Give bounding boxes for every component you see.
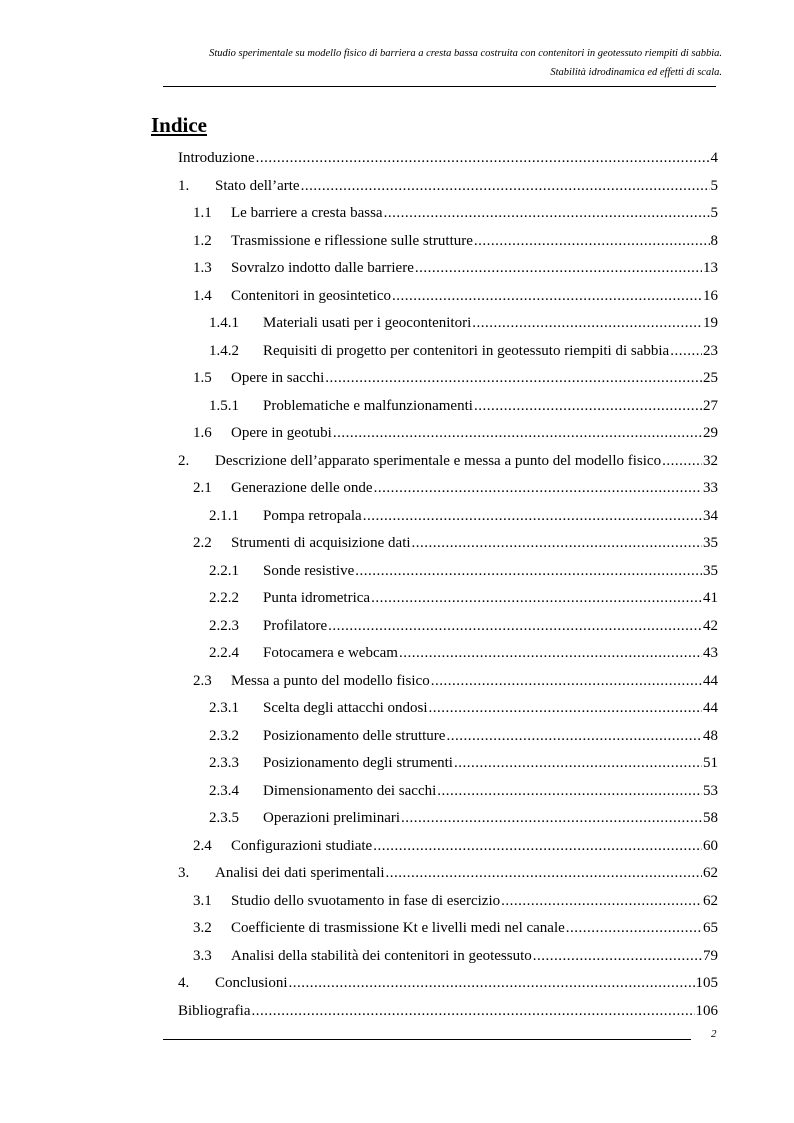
toc-entry-number: 1.4.1: [209, 315, 239, 331]
toc-entry-number: 3.1: [193, 892, 212, 909]
toc-entry-number: 1.4.2: [209, 342, 239, 359]
toc-entry[interactable]: [209, 310, 718, 337]
toc-entry-number: 1.6: [193, 425, 212, 441]
toc-entry[interactable]: [193, 915, 718, 942]
toc-entry-number: 2.2.2: [209, 590, 239, 606]
toc-leader-dots: [374, 475, 702, 502]
toc-entry-label: Opere in sacchi: [231, 370, 325, 386]
toc-entry[interactable]: [193, 420, 718, 447]
toc-entry-page: 29: [703, 425, 718, 441]
toc-entry-number: 2.2.3: [209, 617, 239, 634]
toc-entry[interactable]: [193, 943, 718, 970]
toc-entry-label: Punta idrometrica: [263, 590, 371, 606]
toc-entry-number: 2.3.4: [209, 782, 239, 799]
toc-leader-dots: [401, 805, 702, 832]
toc-entry-label: Posizionamento degli strumenti: [263, 755, 453, 771]
toc-entry[interactable]: [178, 145, 718, 172]
toc-leader-dots: [384, 200, 710, 227]
toc-entry-page: 44: [703, 700, 718, 716]
header-subtitle: Stabilità idrodinamica ed effetti di scala.: [550, 67, 722, 78]
toc-leader-dots: [392, 283, 702, 310]
toc-entry-number: 3.: [178, 865, 190, 881]
toc-entry-number: 1.3: [193, 260, 212, 276]
toc-leader-dots: [429, 695, 702, 722]
toc-entry-label: Posizionamento delle strutture: [263, 727, 446, 744]
toc-entry[interactable]: [209, 723, 718, 750]
toc-entry[interactable]: [193, 200, 718, 227]
toc-entry[interactable]: [193, 833, 718, 860]
toc-leader-dots: [415, 255, 702, 282]
toc-entry[interactable]: [209, 558, 718, 585]
toc-entry-number: 4.: [178, 975, 190, 991]
toc-entry-number: 2.3.3: [209, 755, 239, 771]
toc-entry[interactable]: [193, 365, 718, 392]
toc-entry-page: 4: [710, 150, 718, 166]
toc-entry[interactable]: [193, 228, 718, 255]
toc-entry-page: 58: [703, 810, 718, 826]
toc-entry-page: 48: [703, 727, 718, 744]
toc-entry-label: Strumenti di acquisizione dati: [231, 535, 411, 551]
toc-entry-label: Le barriere a cresta bassa: [231, 205, 383, 221]
toc-leader-dots: [371, 585, 702, 612]
toc-entry-number: 2.3.1: [209, 700, 239, 716]
toc-leader-dots: [363, 503, 702, 530]
toc-leader-dots: [256, 145, 710, 172]
toc-entry-page: 44: [703, 672, 718, 689]
toc-entry-number: 2.1: [193, 480, 212, 496]
toc-entry-page: 8: [710, 232, 718, 249]
toc-entry-label: Dimensionamento dei sacchi: [263, 782, 437, 799]
header-rule: [163, 86, 716, 87]
toc-entry-page: 60: [703, 837, 718, 854]
toc-entry-page: 62: [703, 865, 718, 881]
toc-entry-label: Problematiche e malfunzionamenti: [263, 397, 473, 414]
toc-leader-dots: [328, 613, 702, 640]
toc-entry-page: 13: [703, 260, 718, 276]
toc-entry-label: Scelta degli attacchi ondosi: [263, 700, 428, 716]
toc-entry-label: Requisiti di progetto per contenitori in geotessuto riempiti di sabbia: [263, 342, 670, 359]
toc-leader-dots: [325, 365, 702, 392]
toc-leader-dots: [472, 310, 702, 337]
header-title: Studio sperimentale su modello fisico di barriera a cresta bassa costruita con contenitori in geotessuto riempiti di sabbia.: [209, 48, 722, 59]
toc-entry-number: 1.5.1: [209, 397, 239, 414]
toc-entry-label: Conclusioni: [215, 975, 288, 991]
toc-entry-label: Analisi della stabilità dei contenitori in geotessuto: [231, 947, 532, 964]
toc-entry-label: Bibliografia: [178, 1002, 251, 1019]
toc-entry-number: 2.2: [193, 535, 212, 551]
toc-entry-page: 35: [703, 562, 718, 579]
toc-entry-page: 41: [703, 590, 718, 606]
toc-entry[interactable]: [209, 338, 718, 365]
page-number: 2: [711, 1028, 717, 1040]
toc-leader-dots: [566, 915, 702, 942]
toc-entry-label: Sonde resistive: [263, 562, 355, 579]
toc-entry-page: 16: [703, 287, 718, 304]
toc-entry-number: 2.3.2: [209, 727, 239, 744]
toc-entry-page: 35: [703, 535, 718, 551]
toc-entry-label: Generazione delle onde: [231, 480, 373, 496]
toc-leader-dots: [431, 668, 702, 695]
toc-entry-number: 1.5: [193, 370, 212, 386]
toc-entry-page: 27: [703, 397, 718, 414]
toc-entry[interactable]: [209, 393, 718, 420]
toc-entry[interactable]: [209, 613, 718, 640]
footer-rule: [163, 1039, 691, 1040]
toc-leader-dots: [501, 888, 702, 915]
toc-entry[interactable]: [193, 668, 718, 695]
toc-leader-dots: [412, 530, 702, 557]
toc-entry-page: 51: [703, 755, 718, 771]
toc-entry-page: 43: [703, 645, 718, 661]
toc-entry-label: Trasmissione e riflessione sulle strutture: [231, 232, 473, 249]
toc-entry[interactable]: [193, 888, 718, 915]
toc-entry[interactable]: [209, 503, 718, 530]
running-header: [150, 44, 722, 82]
toc-entry-label: Operazioni preliminari: [263, 810, 401, 826]
toc-entry-page: 34: [703, 507, 718, 524]
toc-entry-number: 2.3.5: [209, 810, 239, 826]
toc-leader-dots: [670, 338, 702, 365]
toc-entry-number: 2.3: [193, 672, 212, 689]
toc-entry-page: 23: [703, 342, 718, 359]
toc-entry-number: 2.: [178, 452, 190, 469]
toc-entry-label: Studio dello svuotamento in fase di esercizio: [231, 892, 501, 909]
toc-leader-dots: [289, 970, 695, 997]
toc-entry-page: 65: [703, 920, 718, 936]
toc-entry-label: Configurazioni studiate: [231, 837, 373, 854]
toc-entry-number: 1.: [178, 177, 190, 194]
toc-entry-label: Materiali usati per i geocontenitori: [263, 315, 472, 331]
toc-entry-page: 105: [695, 975, 718, 991]
toc-entry-page: 32: [703, 452, 718, 469]
toc-entry-label: Descrizione dell’apparato sperimentale e messa a punto del modello fisico: [215, 452, 662, 469]
toc-entry-page: 79: [703, 947, 718, 964]
toc-entry[interactable]: [178, 173, 718, 200]
toc-entry[interactable]: [193, 530, 718, 557]
toc-entry[interactable]: [209, 695, 718, 722]
toc-entry-label: Fotocamera e webcam: [263, 645, 398, 661]
toc-leader-dots: [446, 723, 702, 750]
toc-entry-label: Analisi dei dati sperimentali: [215, 865, 385, 881]
toc-entry-page: 5: [710, 205, 718, 221]
toc-entry-label: Profilatore: [263, 617, 328, 634]
toc-entry[interactable]: [193, 255, 718, 282]
toc-leader-dots: [533, 943, 702, 970]
page-title: Indice: [151, 113, 208, 137]
toc-entry-number: 3.3: [193, 947, 212, 964]
toc-leader-dots: [355, 558, 702, 585]
toc-entry-page: 25: [703, 370, 718, 386]
toc-entry-label: Sovralzo indotto dalle barriere: [231, 260, 414, 276]
toc-entry-number: 2.4: [193, 837, 212, 854]
toc-entry-page: 62: [703, 892, 718, 909]
toc-leader-dots: [454, 750, 702, 777]
toc-entry-number: 2.2.4: [209, 645, 239, 661]
toc-entry-number: 1.1: [193, 205, 212, 221]
toc-entry-number: 2.1.1: [209, 507, 239, 524]
toc-entry-label: Contenitori in geosintetico: [231, 287, 391, 304]
toc-entry-page: 5: [710, 177, 718, 194]
toc-entry[interactable]: [209, 585, 718, 612]
toc-entry-number: 1.2: [193, 232, 212, 249]
toc-entry[interactable]: [209, 640, 718, 667]
toc-entry[interactable]: [178, 448, 718, 475]
toc-entry-number: 2.2.1: [209, 562, 239, 579]
toc-entry-number: 1.4: [193, 287, 212, 304]
toc-entry[interactable]: [178, 998, 718, 1025]
toc-leader-dots: [399, 640, 702, 667]
toc-entry-page: 53: [703, 782, 718, 799]
toc-leader-dots: [474, 228, 710, 255]
toc-leader-dots: [662, 448, 702, 475]
toc-entry[interactable]: [209, 778, 718, 805]
toc-entry-label: Stato dell’arte: [215, 177, 300, 194]
toc-leader-dots: [437, 778, 702, 805]
toc-leader-dots: [386, 860, 702, 887]
toc-leader-dots: [333, 420, 702, 447]
toc-entry-page: 42: [703, 617, 718, 634]
toc-entry-label: Introduzione: [178, 150, 255, 166]
toc-entry-page: 106: [695, 1002, 718, 1019]
toc-leader-dots: [373, 833, 702, 860]
toc-entry[interactable]: [209, 750, 718, 777]
toc-leader-dots: [301, 173, 710, 200]
toc-entry[interactable]: [193, 283, 718, 310]
toc-entry-label: Coefficiente di trasmissione Kt e livelli medi nel canale: [231, 920, 565, 936]
toc-leader-dots: [251, 998, 694, 1025]
toc-entry-page: 33: [703, 480, 718, 496]
toc-entry[interactable]: [209, 805, 718, 832]
toc-entry-label: Messa a punto del modello fisico: [231, 672, 430, 689]
toc-entry[interactable]: [178, 970, 718, 997]
toc-entry[interactable]: [193, 475, 718, 502]
toc-entry-number: 3.2: [193, 920, 212, 936]
toc-entry[interactable]: [178, 860, 718, 887]
toc-leader-dots: [474, 393, 702, 420]
toc-entry-page: 19: [703, 315, 718, 331]
toc-entry-label: Pompa retropala: [263, 507, 362, 524]
toc-entry-label: Opere in geotubi: [231, 425, 332, 441]
